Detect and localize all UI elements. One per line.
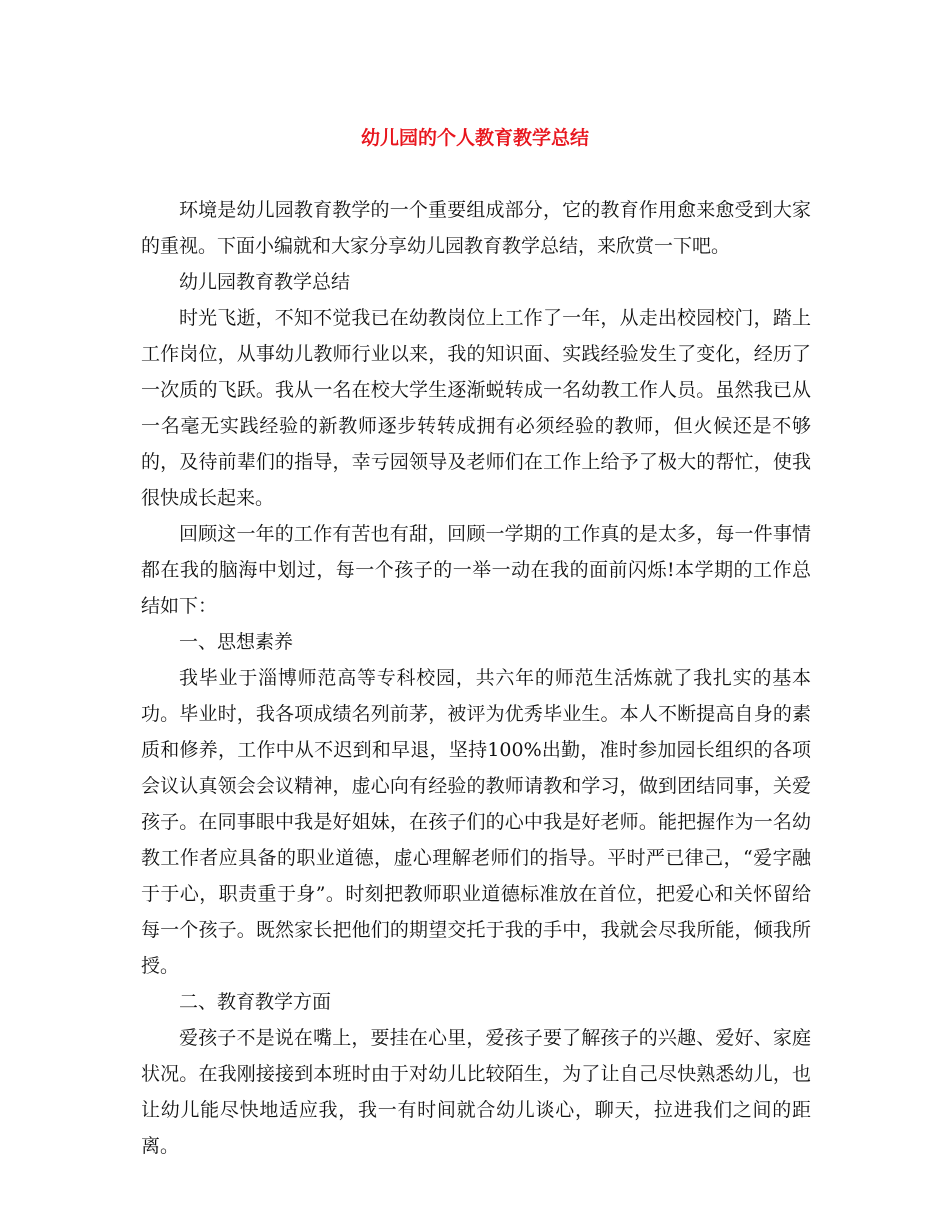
paragraph-teaching: 爱孩子不是说在嘴上，要挂在心里，爱孩子要了解孩子的兴趣、爱好、家庭状况。在我刚接接到本班时由于对幼儿比较陌生，为了让自己尽快熟悉幼儿，也让幼儿能尽快地适应我，我一有时间就合幼儿谈心，聊天，拉进我们之间的距离。 [141, 1027, 811, 1157]
paragraph-intro: 环境是幼儿园教育教学的一个重要组成部分，它的教育作用愈来愈受到大家的重视。下面小编就和大家分享幼儿园教育教学总结，来欣赏一下吧。 [141, 199, 811, 257]
section-heading-summary: 幼儿园教育教学总结 [179, 271, 351, 293]
document-title: 幼儿园的个人教育教学总结 [360, 127, 589, 149]
paragraph-review: 回顾这一年的工作有苦也有甜，回顾一学期的工作真的是太多，每一件事情都在我的脑海中划过，每一个孩子的一举一动在我的面前闪烁!本学期的工作总结如下： [141, 523, 811, 617]
document-body [141, 192, 811, 1164]
section-heading-teaching: 二、教育教学方面 [179, 991, 332, 1013]
paragraph-ideology: 我毕业于淄博师范高等专科校园，共六年的师范生活炼就了我扎实的基本功。毕业时，我各项成绩名列前茅，被评为优秀毕业生。本人不断提高自身的素质和修养，工作中从不迟到和早退，坚持100%出勤，准时参加园长组织的各项会议认真领会会议精神，虚心向有经验的教师请教和学习，做到团结同事，关爱孩子。在同事眼中我是好姐妹，在孩子们的心中我是好老师。能把握作为一名幼教工作者应具备的职业道德，虚心理解老师们的指导。平时严已律己，“爱字融于于心，职责重于身”。时刻把教师职业道德标准放在首位，把爱心和关怀留给每一个孩子。既然家长把他们的期望交托于我的手中，我就会尽我所能，倾我所授。 [141, 667, 811, 977]
section-heading-ideology: 一、思想素养 [179, 631, 294, 653]
paragraph-time-flies: 时光飞逝，不知不觉我已在幼教岗位上工作了一年，从走出校园校门，踏上工作岗位，从事幼儿教师行业以来，我的知识面、实践经验发生了变化，经历了一次质的飞跃。我从一名在校大学生逐渐蜕转成一名幼教工作人员。虽然我已从一名毫无实践经验的新教师逐步转转成拥有必须经验的教师，但火候还是不够的，及待前辈们的指导，幸亏园领导及老师们在工作上给予了极大的帮忙，使我很快成长起来。 [141, 307, 811, 509]
